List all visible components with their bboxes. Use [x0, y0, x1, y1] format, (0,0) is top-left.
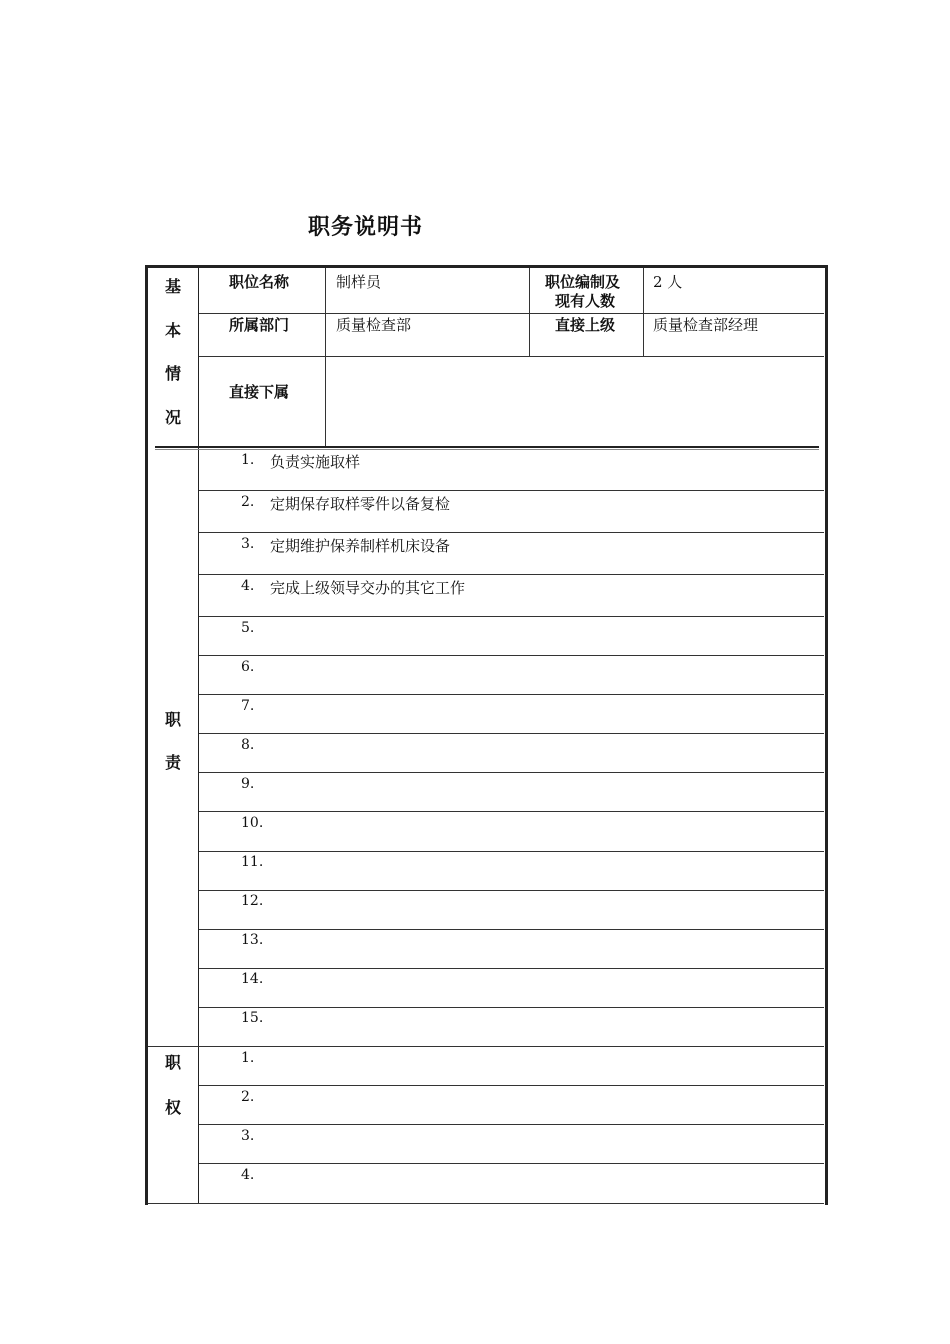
duty-text: 完成上级领导交办的其它工作: [270, 579, 466, 597]
section-label-duties-2: 责: [164, 753, 181, 772]
superior-value: 质量检查部经理: [653, 316, 759, 334]
basic-col-line-1: [325, 268, 326, 447]
authority-number: 4.: [241, 1167, 255, 1183]
authority-number: 1.: [241, 1050, 255, 1066]
basic-bottom-line-inner: [155, 449, 819, 450]
section-label-duties-1: 职: [164, 710, 181, 729]
duty-row-line: [199, 968, 824, 969]
duty-number: 7.: [241, 698, 255, 714]
authority-row-line: [199, 1124, 824, 1125]
duty-number: 15.: [241, 1010, 264, 1026]
authority-row-line: [199, 1085, 824, 1086]
subordinate-label: 直接下属: [229, 383, 290, 401]
duty-row-line: [199, 655, 824, 656]
duty-number: 3.: [241, 536, 255, 552]
dept-value: 质量检查部: [336, 316, 412, 334]
duty-number: 14.: [241, 971, 264, 987]
duty-number: 2.: [241, 494, 255, 510]
duty-number: 11.: [241, 854, 264, 870]
authority-number: 2.: [241, 1089, 255, 1105]
duty-number: 12.: [241, 893, 264, 909]
duty-row-line: [199, 733, 824, 734]
duty-number: 1.: [241, 452, 255, 468]
duty-number: 6.: [241, 659, 255, 675]
duty-row-line: [199, 811, 824, 812]
section-label-authority-2: 权: [164, 1098, 181, 1117]
authority-row-line: [199, 1163, 824, 1164]
duty-row-line: [199, 616, 824, 617]
duty-row-line: [199, 772, 824, 773]
section-label-basic-2: 本: [164, 321, 181, 340]
duty-text: 定期维护保养制样机床设备: [270, 537, 451, 555]
duty-number: 8.: [241, 737, 255, 753]
superior-label: 直接上级: [555, 316, 616, 334]
dept-label: 所属部门: [229, 316, 290, 334]
duty-number: 13.: [241, 932, 264, 948]
section-label-basic-4: 况: [164, 408, 181, 427]
basic-row-line-1: [199, 313, 824, 314]
authority-row-line: [148, 1203, 824, 1204]
basic-col-line-3: [643, 268, 644, 356]
duty-text: 定期保存取样零件以备复检: [270, 495, 451, 513]
section-divider: [198, 268, 199, 1204]
duty-row-line: [199, 929, 824, 930]
duty-number: 5.: [241, 620, 255, 636]
section-label-basic-1: 基: [164, 277, 181, 296]
section-label-authority-1: 职: [164, 1053, 181, 1072]
section-label-basic-3: 情: [164, 364, 181, 383]
duty-number: 4.: [241, 578, 255, 594]
basic-row-line-2: [199, 356, 824, 357]
duty-text: 负责实施取样: [270, 453, 361, 471]
duty-row-line: [199, 851, 824, 852]
page-title: 职务说明书: [308, 215, 424, 240]
duty-row-line: [199, 890, 824, 891]
headcount-label-2: 现有人数: [555, 292, 616, 310]
duty-number: 10.: [241, 815, 264, 831]
job-title-value: 制样员: [336, 273, 382, 291]
job-title-label: 职位名称: [229, 273, 290, 291]
duties-bottom-line: [148, 1046, 824, 1047]
headcount-value: 2 人: [653, 273, 683, 291]
authority-number: 3.: [241, 1128, 255, 1144]
duty-row-line: [199, 574, 824, 575]
duty-row-line: [199, 532, 824, 533]
basic-bottom-line: [155, 446, 819, 448]
duty-row-line: [199, 1007, 824, 1008]
duty-number: 9.: [241, 776, 255, 792]
duty-row-line: [199, 490, 824, 491]
duty-row-line: [199, 694, 824, 695]
headcount-label-1: 职位编制及: [545, 273, 621, 291]
basic-col-line-2: [529, 268, 530, 356]
